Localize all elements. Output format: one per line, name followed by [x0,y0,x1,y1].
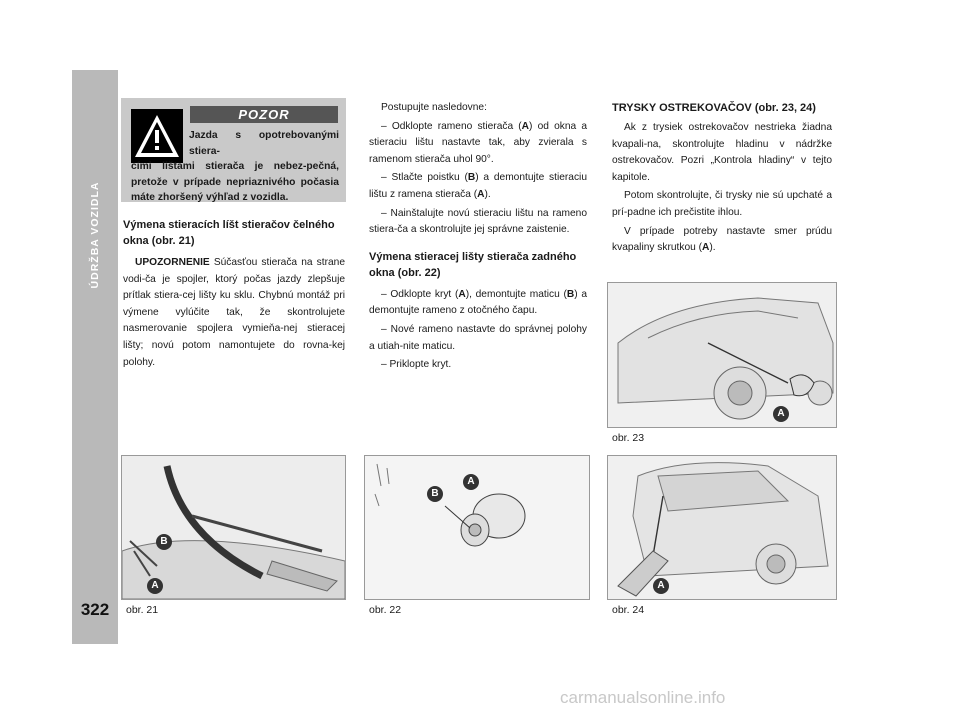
key-a: A [702,242,710,254]
warning-text [131,128,339,206]
heading-rear-wiper: Výmena stieracej lišty stierača zadného okna (obr. 22) [369,250,577,279]
t: (obr. 23, 24) [751,102,816,114]
step-3: – Nainštalujte novú stieraciu lištu na rameno stiera-ča a skontrolujte jej správne zaistenie. [369,207,587,236]
t: ). [709,242,716,254]
t: ). [484,188,491,200]
note-text: Súčasťou stierača na strane vodi-ča je spojler, ktorý počas jazdy zlepšuje prítlak stiera-cej lišty ku sklu. Chybnú montáž pri výmene vylúčite tak, že skontrolujete nasmerovanie spojlera vymieňa-nej stieracej lišty; novú potom namontujete do rovna-kej polohy. [123,257,345,368]
figure-21 [121,455,346,600]
heading-washer-nozzles [612,100,832,116]
intro: Postupujte nasledovne: [381,102,487,113]
caption-23: obr. 23 [612,432,645,444]
figure-23-illustration [608,283,836,427]
step-4 [369,287,587,320]
warning-rest: cími lištami stierača je nebez-pečná, pretože v prípade nepriaznivého počasia máte zhoršený výhľad z vozidla. [131,161,339,203]
nozzle-p1: Ak z trysiek ostrekovačov nestrieka žiadna kvapali-na, skontrolujte hladinu v nádržke ostrekovačov. Pozri „Kontrola hladiny“ v tejto kapitole. [612,122,832,183]
t: – Odklopte kryt ( [381,288,459,300]
step-2 [369,170,587,203]
caption-22: obr. 22 [369,604,402,616]
figure-23 [607,282,837,428]
section-title-text: ÚDRŽBA VOZIDLA [89,181,101,289]
key-a: A [458,288,466,300]
warning-box [121,98,346,202]
t: ) od okna a stieraciu lištu nastavte tak, aby zvierala s ramenom stierača uhol 90°. [369,120,587,165]
figure-22 [364,455,590,600]
step-5: – Nové rameno nastavte do správnej polohy a utiah-nite maticu. [369,323,587,352]
sidebar [72,70,118,644]
warning-line1: Jazda s opotrebovanými stiera- [189,130,339,157]
caption-24: obr. 24 [612,604,645,616]
label-a: A [653,578,669,594]
section-title [72,70,118,400]
label-a: A [773,406,789,422]
caption-21: obr. 21 [126,604,159,616]
label-b: B [156,534,172,550]
label-a: A [147,578,163,594]
figure-24-illustration [608,456,836,599]
t: V prípade potreby nastavte smer prúdu kvapaliny skrutkou ( [612,225,832,254]
warning-label: POZOR [190,106,338,123]
figure-24 [607,455,837,600]
page-number: 322 [80,600,110,619]
nozzle-p3 [612,224,832,257]
t: ) a demontujte stieraciu lištu z ramena stierača ( [369,172,587,200]
label-a: A [463,474,479,490]
t: – Stlačte poistku ( [381,172,468,184]
t: TRYSKY OSTREKOVAČOV [612,102,752,114]
t: – Odklopte rameno stierača ( [381,120,522,132]
nozzle-p2: Potom skontrolujte, či trysky nie sú upchaté a prí-padne ich prečistite ihlou. [612,190,832,218]
key-a: A [477,188,485,200]
note-label: UPOZORNENIE [135,257,210,268]
watermark: carmanualsonline.info [560,688,726,707]
label-b: B [427,486,443,502]
heading-front-wiper: Výmena stieracích líšt stieračov čelného okna (obr. 21) [123,219,335,247]
t: ) a demontujte rameno z otočného čapu. [369,288,587,317]
step-1 [369,119,587,169]
column-3 [612,100,832,259]
t: ), demontujte maticu ( [465,288,567,300]
step-6: – Priklopte kryt. [381,359,452,371]
column-1 [123,217,345,373]
note-paragraph [123,255,345,371]
key-a: A [521,120,530,132]
key-b: B [566,288,575,300]
column-2 [369,100,587,376]
key-b: B [467,172,476,184]
